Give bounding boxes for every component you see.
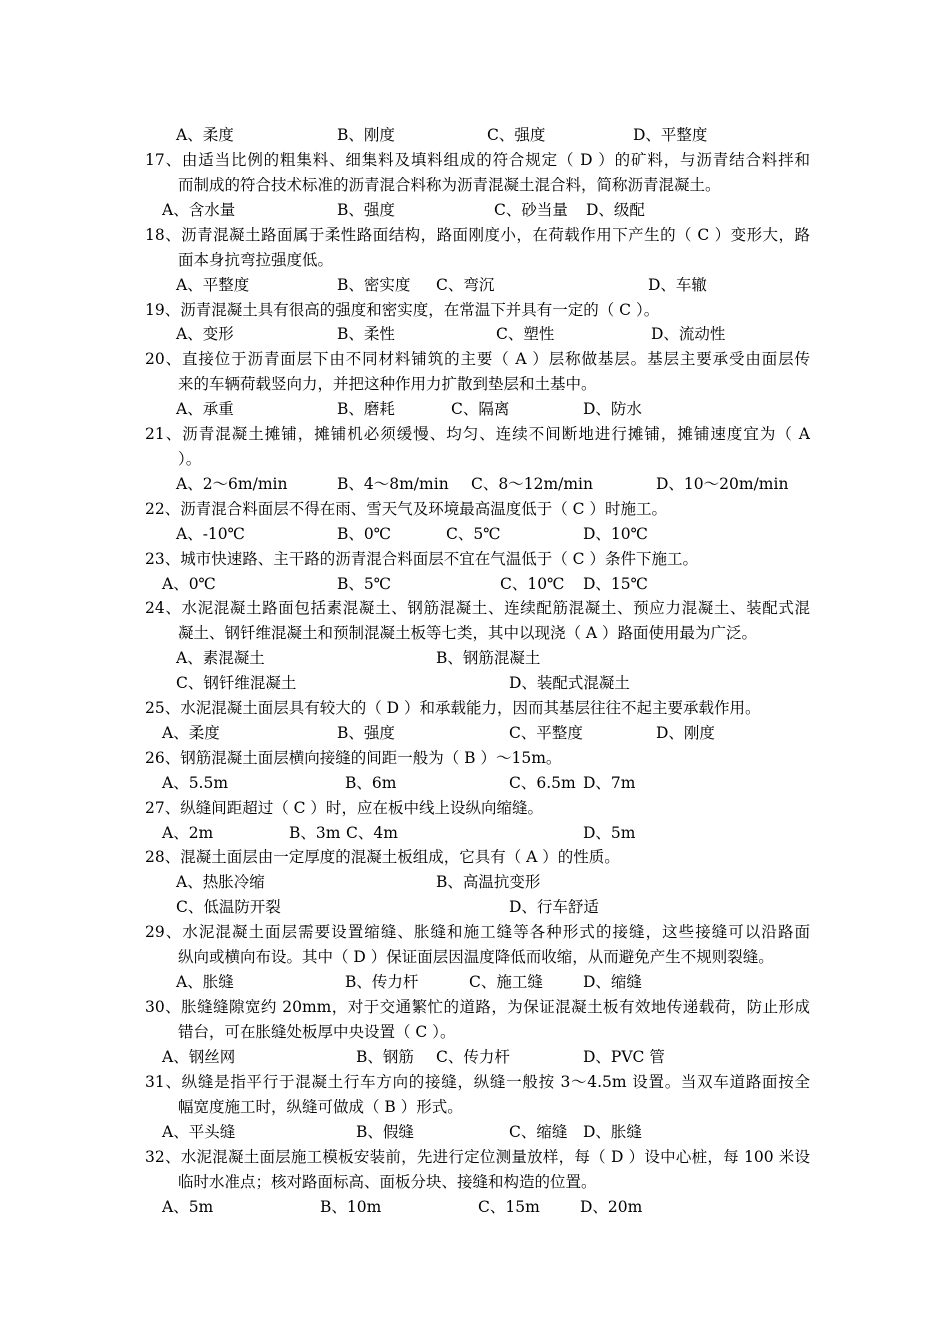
answer-option: A、2～6m/min bbox=[176, 475, 288, 493]
answer-option: B、钢筋混凝土 bbox=[436, 649, 541, 667]
answer-option: B、传力杆 bbox=[345, 973, 419, 991]
answer-option: C、15m bbox=[478, 1198, 540, 1216]
answer-option: A、素混凝土 bbox=[176, 649, 265, 667]
answer-option: B、刚度 bbox=[337, 126, 395, 144]
answer-option: B、4～8m/min bbox=[337, 475, 449, 493]
answer-option: C、传力杆 bbox=[436, 1048, 510, 1066]
question-continuation: ）。 bbox=[178, 450, 202, 468]
question-text: 18、沥青混凝土路面属于柔性路面结构，路面刚度小，在荷载作用下产生的（ C ）变形大，路 bbox=[145, 226, 810, 244]
question-text: 32、水泥混凝土面层施工模板安装前，先进行定位测量放样，每（ D ）设中心桩，每 100 米设 bbox=[145, 1148, 810, 1166]
answer-options-row bbox=[0, 123, 950, 148]
question-text: 30、胀缝缝隙宽约 20mm，对于交通繁忙的道路，为保证混凝土板有效地传递载荷，防止形成 bbox=[145, 998, 810, 1016]
answer-options-row bbox=[0, 273, 950, 298]
answer-option: A、柔度 bbox=[162, 724, 220, 742]
question-continuation: 错台，可在胀缝处板厚中央设置（ C ）。 bbox=[178, 1023, 456, 1041]
answer-option: D、5m bbox=[583, 824, 636, 842]
answer-option: A、柔度 bbox=[176, 126, 234, 144]
question-continuation: 纵向或横向布设。其中（ D ）保证面层因温度降低而收缩，从而避免产生不规则裂缝。 bbox=[178, 948, 774, 966]
answer-option: D、缩缝 bbox=[583, 973, 642, 991]
answer-option: D、20m bbox=[580, 1198, 643, 1216]
answer-option: B、强度 bbox=[337, 201, 395, 219]
answer-options-row bbox=[0, 870, 950, 895]
answer-options-row bbox=[0, 721, 950, 746]
answer-option: D、流动性 bbox=[651, 325, 726, 343]
answer-options-row bbox=[0, 970, 950, 995]
answer-option: C、低温防开裂 bbox=[176, 898, 281, 916]
answer-option: C、4m bbox=[346, 824, 398, 842]
question-text: 20、直接位于沥青面层下由不同材料铺筑的主要（ A ）层称做基层。基层主要承受由面层传 bbox=[145, 350, 810, 368]
answer-option: B、10m bbox=[320, 1198, 382, 1216]
answer-option: A、5.5m bbox=[162, 774, 229, 792]
answer-options-row bbox=[0, 895, 950, 920]
answer-option: B、磨耗 bbox=[337, 400, 395, 418]
answer-option: A、变形 bbox=[176, 325, 234, 343]
answer-option: D、防水 bbox=[583, 400, 642, 418]
answer-option: A、平头缝 bbox=[162, 1123, 236, 1141]
answer-option: A、含水量 bbox=[162, 201, 236, 219]
answer-options-row bbox=[0, 522, 950, 547]
answer-options-row bbox=[0, 397, 950, 422]
answer-option: B、密实度 bbox=[337, 276, 411, 294]
answer-options-row bbox=[0, 671, 950, 696]
question-continuation: 临时水准点；核对路面标高、面板分块、接缝和构造的位置。 bbox=[178, 1173, 597, 1191]
question-text: 27、纵缝间距超过（ C ）时，应在板中线上设纵向缩缝。 bbox=[145, 799, 543, 817]
question-continuation: 面本身抗弯拉强度低。 bbox=[178, 251, 334, 269]
answer-option: B、高温抗变形 bbox=[436, 873, 541, 891]
answer-options-row bbox=[0, 1120, 950, 1145]
answer-option: C、钢钎维混凝土 bbox=[176, 674, 297, 692]
answer-option: C、砂当量 bbox=[494, 201, 568, 219]
answer-option: D、刚度 bbox=[656, 724, 715, 742]
answer-option: C、8～12m/min bbox=[471, 475, 594, 493]
answer-option: D、装配式混凝土 bbox=[509, 674, 630, 692]
answer-option: C、缩缝 bbox=[509, 1123, 568, 1141]
question-text: 22、沥青混合料面层不得在雨、雪天气及环境最高温度低于（ C ）时施工。 bbox=[145, 500, 667, 518]
answer-option: C、强度 bbox=[487, 126, 546, 144]
answer-option: A、钢丝网 bbox=[162, 1048, 236, 1066]
answer-options-row bbox=[0, 572, 950, 597]
question-text: 28、混凝土面层由一定厚度的混凝土板组成，它具有（ A ）的性质。 bbox=[145, 848, 620, 866]
answer-option: C、6.5m bbox=[509, 774, 576, 792]
answer-options-row bbox=[0, 1045, 950, 1070]
answer-option: A、-10℃ bbox=[176, 525, 245, 543]
question-continuation: 幅宽度施工时，纵缝可做成（ B ）形式。 bbox=[178, 1098, 463, 1116]
answer-options-row bbox=[0, 472, 950, 497]
answer-option: B、0℃ bbox=[337, 525, 392, 543]
question-continuation: 而制成的符合技术标准的沥青混合料称为沥青混凝土混合料，简称沥青混凝土。 bbox=[178, 176, 721, 194]
answer-option: A、热胀冷缩 bbox=[176, 873, 265, 891]
answer-option: D、平整度 bbox=[633, 126, 708, 144]
answer-option: A、承重 bbox=[176, 400, 234, 418]
answer-options-row bbox=[0, 821, 950, 846]
question-continuation: 来的车辆荷载竖向力，并把这种作用力扩散到垫层和土基中。 bbox=[178, 375, 597, 393]
answer-option: D、10～20m/min bbox=[656, 475, 789, 493]
answer-option: C、隔离 bbox=[451, 400, 510, 418]
answer-option: D、15℃ bbox=[583, 575, 648, 593]
question-text: 23、城市快速路、主干路的沥青混合料面层不宜在气温低于（ C ）条件下施工。 bbox=[145, 550, 698, 568]
question-text: 24、水泥混凝土路面包括素混凝土、钢筋混凝土、连续配筋混凝土、预应力混凝土、装配式混 bbox=[145, 599, 810, 617]
answer-option: C、5℃ bbox=[446, 525, 501, 543]
answer-options-row bbox=[0, 198, 950, 223]
answer-option: B、强度 bbox=[337, 724, 395, 742]
answer-option: B、钢筋 bbox=[356, 1048, 414, 1066]
answer-option: D、车辙 bbox=[648, 276, 707, 294]
answer-option: B、6m bbox=[345, 774, 397, 792]
answer-option: C、弯沉 bbox=[436, 276, 495, 294]
answer-option: D、行车舒适 bbox=[509, 898, 599, 916]
answer-option: D、10℃ bbox=[583, 525, 648, 543]
answer-option: D、7m bbox=[583, 774, 636, 792]
question-text: 31、纵缝是指平行于混凝土行车方向的接缝，纵缝一般按 3～4.5m 设置。当双车道路面按全 bbox=[145, 1073, 810, 1091]
answer-options-row bbox=[0, 1195, 950, 1220]
question-text: 17、由适当比例的粗集料、细集料及填料组成的符合规定（ D ）的矿料，与沥青结合料拌和 bbox=[145, 151, 810, 169]
question-text: 19、沥青混凝土具有很高的强度和密实度，在常温下并具有一定的（ C ）。 bbox=[145, 301, 660, 319]
answer-option: D、胀缝 bbox=[583, 1123, 642, 1141]
question-text: 29、水泥混凝土面层需要设置缩缝、胀缝和施工缝等各种形式的接缝，这些接缝可以沿路面 bbox=[145, 923, 810, 941]
question-text: 25、水泥混凝土面层具有较大的（ D ）和承载能力，因而其基层往往不起主要承载作用。 bbox=[145, 699, 761, 717]
answer-options-row bbox=[0, 771, 950, 796]
answer-options-row bbox=[0, 646, 950, 671]
answer-option: C、施工缝 bbox=[469, 973, 543, 991]
answer-option: A、胀缝 bbox=[176, 973, 234, 991]
answer-option: B、3m bbox=[289, 824, 341, 842]
answer-option: A、5m bbox=[162, 1198, 214, 1216]
answer-option: C、塑性 bbox=[496, 325, 555, 343]
question-continuation: 凝土、钢钎维混凝土和预制混凝土板等七类，其中以现浇（ A ）路面使用最为广泛。 bbox=[178, 624, 758, 642]
answer-options-row bbox=[0, 322, 950, 347]
answer-option: D、级配 bbox=[586, 201, 645, 219]
answer-option: C、10℃ bbox=[500, 575, 565, 593]
question-text: 26、钢筋混凝土面层横向接缝的间距一般为（ B ）～15m。 bbox=[145, 749, 562, 767]
answer-option: B、假缝 bbox=[356, 1123, 414, 1141]
answer-option: B、5℃ bbox=[337, 575, 392, 593]
question-text: 21、沥青混凝土摊铺，摊铺机必须缓慢、均匀、连续不间断地进行摊铺，摊铺速度宜为（ A bbox=[145, 425, 810, 443]
answer-option: C、平整度 bbox=[509, 724, 583, 742]
answer-option: A、平整度 bbox=[176, 276, 250, 294]
answer-option: A、0℃ bbox=[162, 575, 216, 593]
answer-option: A、2m bbox=[162, 824, 214, 842]
answer-option: B、柔性 bbox=[337, 325, 395, 343]
answer-option: D、PVC 管 bbox=[583, 1048, 665, 1066]
